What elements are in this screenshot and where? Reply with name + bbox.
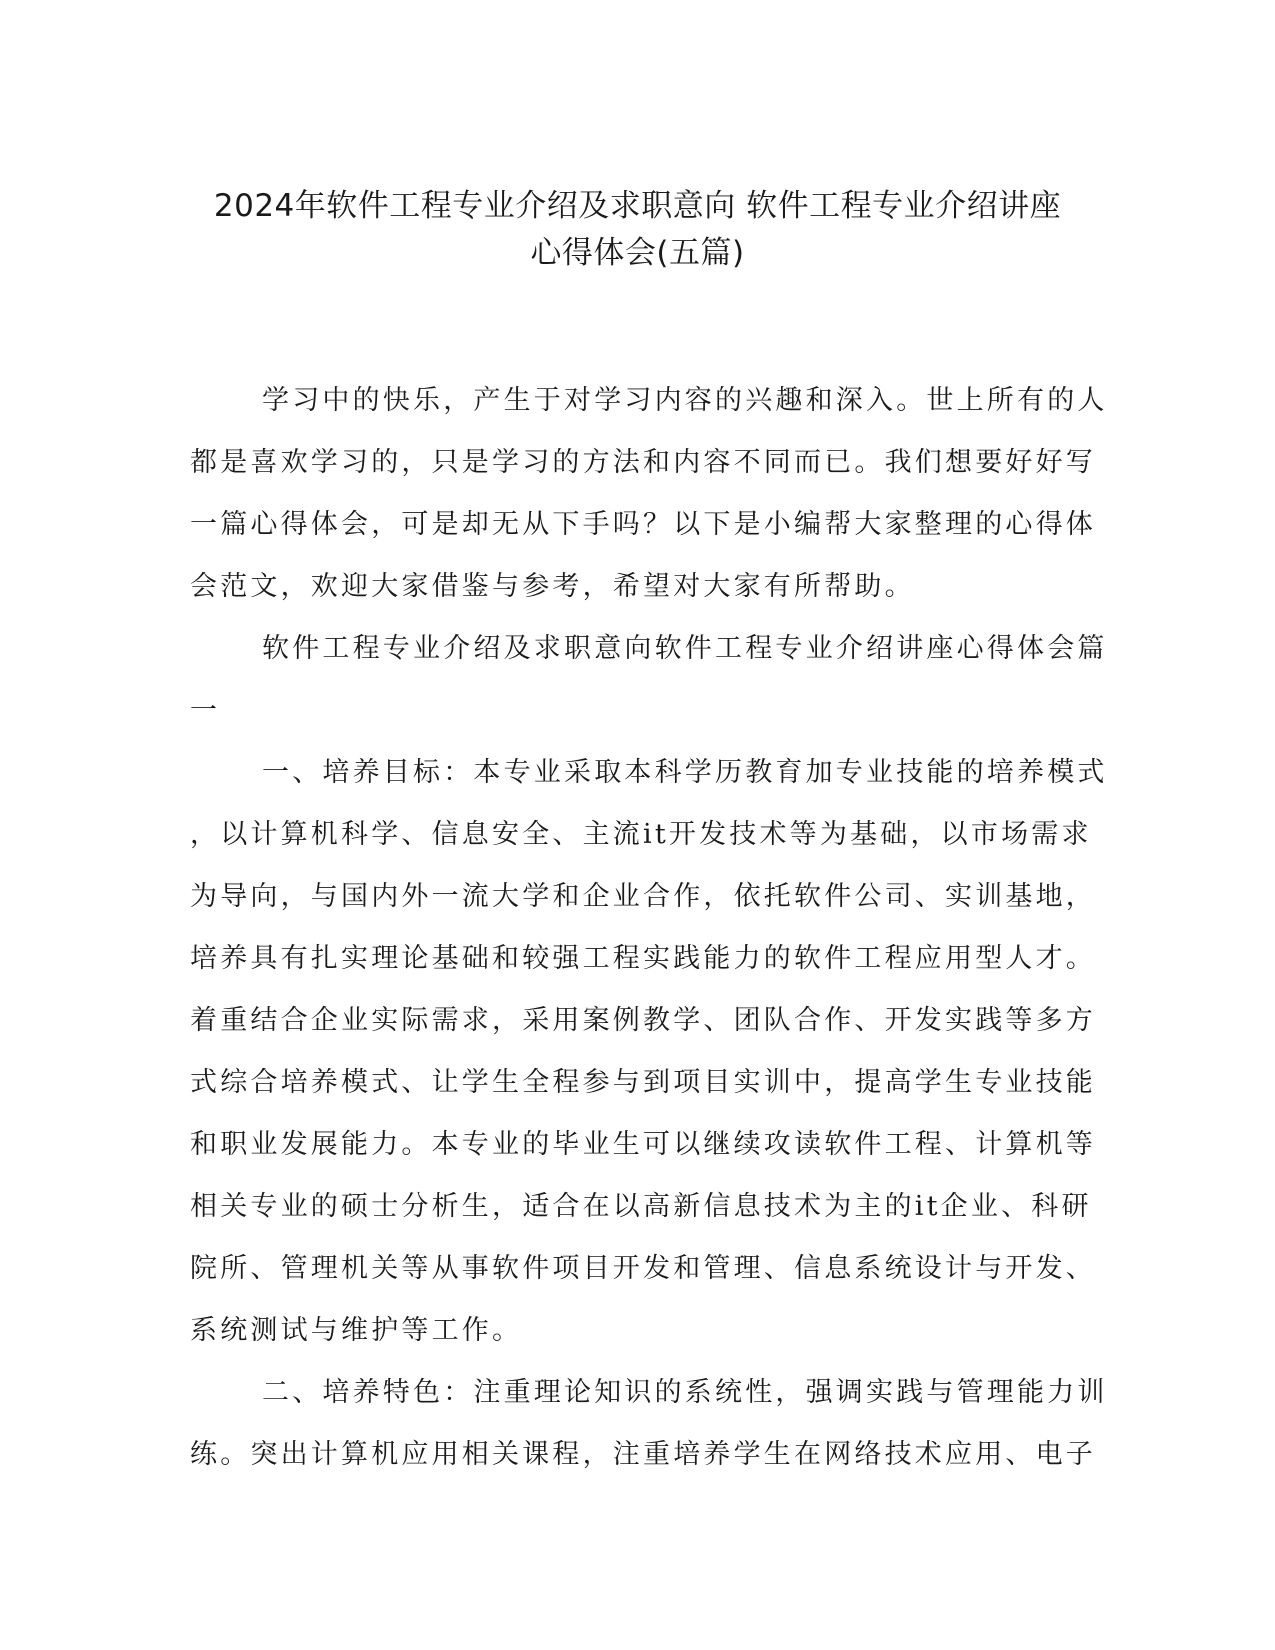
paragraph-intro [190,370,1108,618]
text-line: 为导向，与国内外一流大学和企业合作，依托软件公司、实训基地， [190,881,1096,912]
text-line: 院所、管理机关等从事软件项目开发和管理、信息系统设计与开发、 [190,1253,1096,1284]
text-line: 式综合培养模式、让学生全程参与到项目实训中，提高学生专业技能 [190,1067,1096,1098]
text-line: 练。突出计算机应用相关课程，注重培养学生在网络技术应用、电子 [190,1439,1096,1470]
text-line: 着重结合企业实际需求，采用案例教学、团队合作、开发实践等多方 [190,1005,1096,1036]
text-line: ，以计算机科学、信息安全、主流it开发技术等为基础，以市场需求 [190,819,1092,850]
text-line: 一、培养目标：本专业采取本科学历教育加专业技能的培养模式 [262,757,1108,788]
paragraph-training-features [190,1362,1108,1486]
text-line: 会范文，欢迎大家借鉴与参考，希望对大家有所帮助。 [190,571,915,602]
text-line: 系统测试与维护等工作。 [190,1315,523,1346]
text-line: 一 [190,695,221,726]
document-title [150,183,1125,277]
title-line-2: 心得体会(五篇) [530,235,745,271]
text-line: 和职业发展能力。本专业的毕业生可以继续攻读软件工程、计算机等 [190,1129,1096,1160]
title-line-1: 2024年软件工程专业介绍及求职意向 软件工程专业介绍讲座 [213,188,1062,224]
document-body [190,370,1108,1486]
text-line: 软件工程专业介绍及求职意向软件工程专业介绍讲座心得体会篇 [262,633,1108,664]
text-line: 相关专业的硕士分析生，适合在以高新信息技术为主的it企业、科研 [190,1191,1092,1222]
text-line: 培养具有扎实理论基础和较强工程实践能力的软件工程应用型人才。 [190,943,1096,974]
text-line: 二、培养特色：注重理论知识的系统性，强调实践与管理能力训 [262,1377,1108,1408]
text-line: 学习中的快乐，产生于对学习内容的兴趣和深入。世上所有的人 [262,385,1108,416]
paragraph-training-goal [190,742,1108,1362]
text-line: 都是喜欢学习的，只是学习的方法和内容不同而已。我们想要好好写 [190,447,1096,478]
paragraph-section-heading [190,618,1108,742]
text-line: 一篇心得体会，可是却无从下手吗？以下是小编帮大家整理的心得体 [190,509,1096,540]
